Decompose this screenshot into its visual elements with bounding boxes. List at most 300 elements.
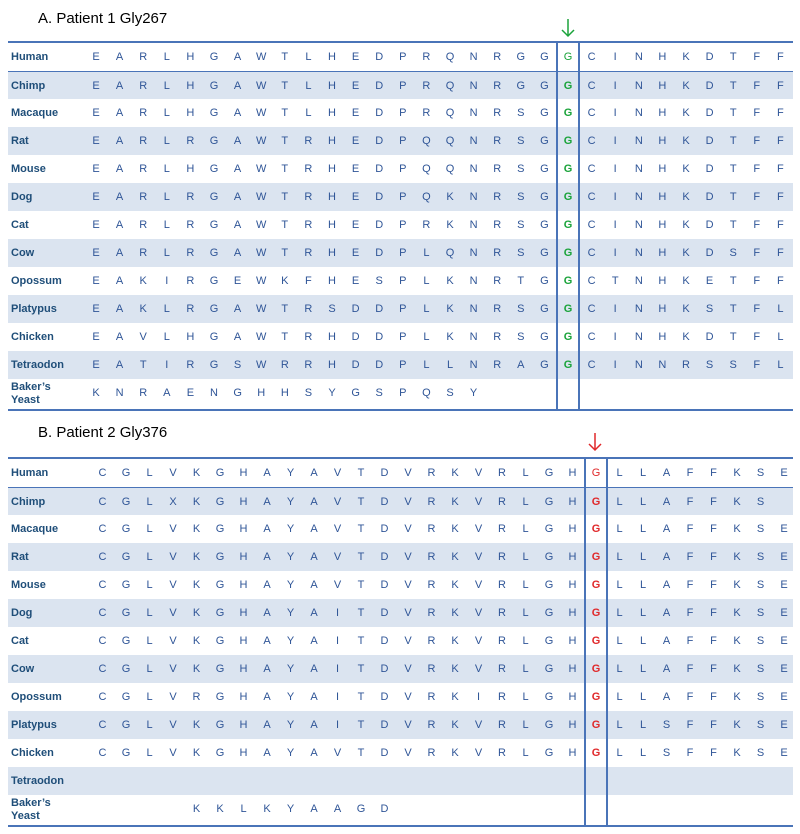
residue-cell: F bbox=[710, 496, 717, 508]
residue-cell: I bbox=[613, 359, 617, 371]
residue-cell: V bbox=[169, 747, 177, 759]
residue-cell: R bbox=[498, 579, 506, 591]
residue-cell: A bbox=[263, 467, 271, 479]
residue-cell: D bbox=[380, 579, 389, 591]
residue-cell: I bbox=[476, 691, 481, 703]
residue-cell: D bbox=[351, 359, 360, 371]
residue-cell: H bbox=[658, 303, 667, 315]
table-row bbox=[8, 351, 793, 379]
residue-cell: L bbox=[777, 359, 784, 371]
residue-cell: K bbox=[733, 663, 741, 675]
residue-cell: G bbox=[563, 275, 573, 287]
residue-cell: R bbox=[280, 359, 289, 371]
residue-cell: R bbox=[498, 719, 506, 731]
residue-cell: G bbox=[121, 607, 131, 619]
residue-cell: G bbox=[591, 523, 601, 535]
residue-cell: R bbox=[682, 359, 690, 371]
residue-cell: C bbox=[587, 163, 596, 175]
residue-cell: G bbox=[209, 51, 219, 63]
residue-cell: G bbox=[215, 691, 225, 703]
residue-cell: D bbox=[380, 663, 389, 675]
residue-cell: L bbox=[639, 467, 647, 479]
residue-cell: R bbox=[186, 359, 195, 371]
residue-cell: E bbox=[351, 163, 360, 175]
residue-cell: H bbox=[568, 691, 577, 703]
residue-cell: A bbox=[115, 51, 124, 63]
residue-cell: G bbox=[544, 579, 554, 591]
residue-cell: R bbox=[422, 219, 431, 231]
residue-cell: N bbox=[469, 219, 478, 231]
residue-cell: L bbox=[522, 719, 529, 731]
residue-cell: K bbox=[192, 747, 201, 759]
residue-cell: T bbox=[281, 163, 289, 175]
residue-cell: D bbox=[380, 551, 389, 563]
residue-cell: N bbox=[469, 191, 478, 203]
residue-cell: H bbox=[239, 635, 248, 647]
residue-cell: P bbox=[399, 163, 407, 175]
residue-cell: L bbox=[146, 551, 153, 563]
residue-cell: N bbox=[634, 219, 643, 231]
residue-cell: D bbox=[380, 523, 389, 535]
residue-cell: S bbox=[662, 747, 671, 759]
residue-cell: E bbox=[92, 107, 100, 119]
residue-cell: L bbox=[305, 51, 312, 63]
residue-cell: F bbox=[753, 135, 761, 147]
residue-cell: N bbox=[634, 163, 643, 175]
residue-cell: Q bbox=[422, 387, 431, 399]
residue-cell: N bbox=[634, 135, 643, 147]
residue-cell: V bbox=[169, 551, 177, 563]
residue-cell: G bbox=[209, 331, 219, 343]
residue-cell: L bbox=[522, 579, 529, 591]
residue-cell: K bbox=[733, 719, 741, 731]
residue-cell: I bbox=[613, 51, 617, 63]
residue-cell: R bbox=[139, 163, 148, 175]
species-label: Macaque bbox=[11, 107, 59, 119]
residue-cell: A bbox=[310, 691, 318, 703]
residue-cell: G bbox=[121, 635, 131, 647]
residue-cell: G bbox=[540, 163, 549, 175]
residue-cell: T bbox=[729, 163, 737, 175]
residue-cell: V bbox=[169, 635, 177, 647]
residue-cell: R bbox=[139, 51, 148, 63]
residue-cell: G bbox=[544, 635, 554, 647]
residue-cell: A bbox=[662, 663, 671, 675]
residue-cell: H bbox=[328, 80, 336, 92]
table-row bbox=[8, 239, 793, 267]
residue-cell: L bbox=[639, 719, 647, 731]
panel-b-title: B. Patient 2 Gly376 bbox=[38, 424, 168, 441]
residue-cell: A bbox=[310, 467, 318, 479]
residue-cell: L bbox=[777, 303, 784, 315]
residue-cell: V bbox=[333, 523, 342, 535]
alignment-table-b bbox=[8, 457, 793, 827]
residue-cell: D bbox=[380, 467, 389, 479]
residue-cell: H bbox=[568, 635, 577, 647]
species-label: Human bbox=[11, 467, 49, 479]
residue-cell: A bbox=[263, 607, 271, 619]
residue-cell: R bbox=[304, 303, 313, 315]
residue-cell: D bbox=[705, 107, 714, 119]
species-label: Chicken bbox=[11, 747, 54, 759]
residue-cell: R bbox=[304, 247, 313, 259]
residue-cell: K bbox=[733, 747, 741, 759]
residue-cell: V bbox=[333, 496, 342, 508]
residue-cell: K bbox=[451, 467, 459, 479]
residue-cell: F bbox=[777, 219, 784, 231]
residue-cell: L bbox=[146, 607, 153, 619]
residue-cell: I bbox=[335, 719, 340, 731]
residue-cell: H bbox=[239, 607, 248, 619]
residue-cell: L bbox=[146, 663, 153, 675]
residue-cell: A bbox=[115, 135, 124, 147]
residue-cell: F bbox=[753, 163, 761, 175]
residue-cell: L bbox=[616, 496, 623, 508]
residue-cell: S bbox=[756, 663, 765, 675]
residue-cell: F bbox=[710, 747, 717, 759]
table-row bbox=[8, 627, 793, 655]
residue-cell: G bbox=[563, 135, 573, 147]
residue-cell: D bbox=[375, 303, 384, 315]
residue-cell: I bbox=[165, 359, 169, 371]
residue-cell: R bbox=[139, 80, 148, 92]
residue-cell: D bbox=[375, 191, 384, 203]
residue-cell: L bbox=[423, 303, 430, 315]
residue-cell: C bbox=[587, 107, 596, 119]
residue-cell: F bbox=[686, 747, 694, 759]
residue-cell: K bbox=[682, 303, 690, 315]
residue-cell: A bbox=[233, 135, 242, 147]
residue-cell: V bbox=[169, 691, 177, 703]
residue-cell: A bbox=[310, 496, 318, 508]
residue-cell: A bbox=[263, 523, 271, 535]
residue-cell: S bbox=[756, 747, 765, 759]
residue-cell: R bbox=[139, 247, 148, 259]
residue-cell: K bbox=[733, 523, 741, 535]
residue-cell: F bbox=[710, 691, 717, 703]
residue-cell: F bbox=[686, 579, 694, 591]
table-row bbox=[8, 295, 793, 323]
residue-cell: G bbox=[215, 747, 225, 759]
residue-cell: K bbox=[682, 191, 690, 203]
residue-cell: L bbox=[639, 579, 647, 591]
residue-cell: E bbox=[780, 607, 788, 619]
residue-cell: X bbox=[169, 496, 177, 508]
species-label: Chimp bbox=[11, 80, 46, 92]
residue-cell: H bbox=[186, 107, 195, 119]
residue-cell: F bbox=[710, 635, 717, 647]
residue-cell: K bbox=[451, 663, 459, 675]
highlight-column bbox=[584, 459, 608, 825]
residue-cell: H bbox=[658, 331, 667, 343]
residue-cell: E bbox=[92, 303, 100, 315]
residue-cell: H bbox=[328, 107, 336, 119]
residue-cell: G bbox=[356, 803, 366, 815]
residue-cell: V bbox=[139, 331, 147, 343]
residue-cell: A bbox=[263, 691, 271, 703]
residue-cell: R bbox=[493, 359, 502, 371]
residue-cell: G bbox=[215, 663, 225, 675]
residue-cell: R bbox=[304, 219, 313, 231]
residue-cell: E bbox=[780, 635, 788, 647]
residue-cell: V bbox=[474, 719, 483, 731]
table-row bbox=[8, 739, 793, 767]
residue-cell: A bbox=[233, 303, 242, 315]
residue-cell: G bbox=[591, 496, 601, 508]
residue-cell: G bbox=[544, 496, 554, 508]
residue-cell: E bbox=[92, 80, 100, 92]
residue-cell: F bbox=[753, 80, 761, 92]
residue-cell: R bbox=[498, 551, 506, 563]
residue-cell: V bbox=[474, 496, 483, 508]
residue-cell: R bbox=[422, 80, 431, 92]
residue-cell: S bbox=[517, 191, 525, 203]
residue-cell: G bbox=[215, 467, 225, 479]
residue-cell: R bbox=[498, 523, 506, 535]
residue-cell: G bbox=[540, 359, 549, 371]
residue-cell: R bbox=[186, 303, 195, 315]
table-row bbox=[8, 155, 793, 183]
residue-cell: L bbox=[616, 467, 623, 479]
residue-cell: K bbox=[682, 51, 690, 63]
residue-cell: R bbox=[427, 607, 436, 619]
residue-cell: T bbox=[729, 303, 737, 315]
residue-cell: C bbox=[587, 331, 596, 343]
residue-cell: A bbox=[263, 747, 271, 759]
residue-cell: F bbox=[777, 80, 784, 92]
residue-cell: L bbox=[423, 247, 430, 259]
residue-cell: L bbox=[522, 607, 529, 619]
residue-cell: R bbox=[498, 747, 506, 759]
residue-cell: P bbox=[399, 331, 407, 343]
residue-cell: W bbox=[255, 135, 267, 147]
residue-cell: L bbox=[163, 191, 170, 203]
residue-cell: H bbox=[568, 496, 577, 508]
residue-cell: V bbox=[169, 523, 177, 535]
residue-cell: L bbox=[616, 719, 623, 731]
residue-cell: K bbox=[192, 496, 201, 508]
residue-cell: F bbox=[777, 107, 784, 119]
species-label: Platypus bbox=[11, 719, 57, 731]
residue-cell: V bbox=[169, 579, 177, 591]
residue-cell: G bbox=[563, 331, 573, 343]
residue-cell: T bbox=[281, 191, 289, 203]
residue-cell: G bbox=[215, 719, 225, 731]
residue-cell: P bbox=[399, 303, 407, 315]
residue-cell: K bbox=[192, 551, 201, 563]
residue-cell: G bbox=[351, 387, 360, 399]
residue-cell: S bbox=[233, 359, 242, 371]
residue-cell: E bbox=[351, 191, 360, 203]
residue-cell: A bbox=[115, 107, 124, 119]
residue-cell: Y bbox=[286, 663, 295, 675]
residue-cell: Q bbox=[445, 51, 455, 63]
residue-cell: W bbox=[255, 51, 267, 63]
residue-cell: R bbox=[493, 247, 502, 259]
residue-cell: Q bbox=[422, 135, 431, 147]
residue-cell: G bbox=[121, 579, 131, 591]
residue-cell: F bbox=[686, 635, 694, 647]
residue-cell: A bbox=[233, 51, 242, 63]
residue-cell: H bbox=[568, 523, 577, 535]
residue-cell: E bbox=[351, 219, 360, 231]
residue-cell: R bbox=[493, 163, 502, 175]
residue-cell: K bbox=[733, 467, 741, 479]
residue-cell: F bbox=[686, 607, 694, 619]
residue-cell: R bbox=[427, 663, 436, 675]
residue-cell: T bbox=[357, 579, 365, 591]
residue-cell: C bbox=[587, 303, 596, 315]
residue-cell: L bbox=[163, 135, 170, 147]
residue-cell: A bbox=[333, 803, 342, 815]
residue-cell: N bbox=[469, 135, 478, 147]
residue-cell: S bbox=[517, 135, 525, 147]
residue-cell: F bbox=[753, 247, 761, 259]
residue-cell: L bbox=[423, 331, 430, 343]
residue-cell: R bbox=[498, 691, 506, 703]
residue-cell: T bbox=[517, 275, 525, 287]
residue-cell: R bbox=[498, 663, 506, 675]
residue-cell: A bbox=[310, 747, 318, 759]
residue-cell: F bbox=[686, 551, 694, 563]
residue-cell: G bbox=[563, 247, 573, 259]
residue-cell: D bbox=[705, 80, 714, 92]
residue-cell: G bbox=[540, 331, 549, 343]
residue-cell: V bbox=[474, 551, 483, 563]
residue-cell: L bbox=[163, 303, 170, 315]
residue-cell: L bbox=[305, 80, 312, 92]
residue-cell: R bbox=[139, 191, 148, 203]
residue-cell: V bbox=[474, 523, 483, 535]
residue-cell: E bbox=[351, 107, 360, 119]
residue-cell: Y bbox=[286, 496, 295, 508]
residue-cell: H bbox=[239, 496, 248, 508]
residue-cell: A bbox=[115, 191, 124, 203]
residue-cell: A bbox=[263, 635, 271, 647]
residue-cell: E bbox=[351, 275, 360, 287]
residue-cell: E bbox=[351, 80, 360, 92]
residue-cell: S bbox=[375, 275, 383, 287]
residue-cell: R bbox=[427, 551, 436, 563]
residue-cell: V bbox=[333, 747, 342, 759]
residue-cell: L bbox=[639, 551, 647, 563]
residue-cell: W bbox=[255, 163, 267, 175]
residue-cell: R bbox=[493, 107, 502, 119]
residue-cell: E bbox=[780, 579, 788, 591]
residue-cell: S bbox=[517, 247, 525, 259]
residue-cell: E bbox=[780, 719, 788, 731]
residue-cell: K bbox=[192, 803, 201, 815]
residue-cell: D bbox=[375, 247, 384, 259]
residue-cell: F bbox=[753, 359, 761, 371]
residue-cell: V bbox=[404, 719, 412, 731]
residue-cell: H bbox=[186, 51, 195, 63]
residue-cell: V bbox=[169, 663, 177, 675]
residue-cell: F bbox=[753, 51, 761, 63]
residue-cell: I bbox=[613, 331, 617, 343]
species-label: Rat bbox=[11, 135, 29, 147]
residue-cell: L bbox=[163, 163, 170, 175]
residue-cell: P bbox=[399, 80, 407, 92]
residue-cell: G bbox=[209, 275, 219, 287]
residue-cell: T bbox=[357, 663, 365, 675]
residue-cell: G bbox=[215, 579, 225, 591]
residue-cell: S bbox=[756, 607, 765, 619]
residue-cell: S bbox=[756, 523, 765, 535]
residue-cell: I bbox=[335, 691, 340, 703]
residue-cell: E bbox=[233, 275, 242, 287]
residue-cell: G bbox=[121, 691, 131, 703]
residue-cell: E bbox=[780, 663, 788, 675]
species-label: Cow bbox=[11, 247, 35, 259]
residue-cell: S bbox=[328, 303, 336, 315]
residue-cell: T bbox=[729, 331, 737, 343]
residue-cell: H bbox=[658, 107, 667, 119]
residue-cell: T bbox=[357, 719, 365, 731]
residue-cell: I bbox=[335, 635, 340, 647]
residue-cell: P bbox=[399, 191, 407, 203]
residue-cell: H bbox=[568, 551, 577, 563]
residue-cell: R bbox=[139, 219, 148, 231]
residue-cell: L bbox=[522, 523, 529, 535]
species-label: Opossum bbox=[11, 691, 62, 703]
residue-cell: K bbox=[682, 107, 690, 119]
residue-cell: W bbox=[255, 247, 267, 259]
residue-cell: G bbox=[209, 359, 219, 371]
residue-cell: K bbox=[682, 135, 690, 147]
residue-cell: N bbox=[469, 107, 478, 119]
residue-cell: D bbox=[380, 803, 389, 815]
residue-cell: W bbox=[255, 303, 267, 315]
residue-cell: E bbox=[186, 387, 195, 399]
table-row bbox=[8, 211, 793, 239]
residue-cell: L bbox=[639, 635, 647, 647]
species-label: Chimp bbox=[11, 496, 46, 508]
residue-cell: F bbox=[710, 551, 717, 563]
residue-cell: T bbox=[139, 359, 147, 371]
residue-cell: Q bbox=[445, 247, 455, 259]
residue-cell: Q bbox=[445, 135, 455, 147]
residue-cell: H bbox=[328, 331, 336, 343]
residue-cell: F bbox=[753, 331, 761, 343]
residue-cell: S bbox=[446, 387, 454, 399]
residue-cell: K bbox=[451, 691, 459, 703]
residue-cell: K bbox=[682, 219, 690, 231]
residue-cell: G bbox=[544, 663, 554, 675]
species-label: Cat bbox=[11, 219, 29, 231]
residue-cell: C bbox=[587, 359, 596, 371]
residue-cell: G bbox=[121, 496, 131, 508]
residue-cell: F bbox=[710, 467, 717, 479]
residue-cell: E bbox=[780, 691, 788, 703]
residue-cell: R bbox=[427, 747, 436, 759]
residue-cell: V bbox=[474, 607, 483, 619]
residue-cell: N bbox=[115, 387, 124, 399]
residue-cell: H bbox=[328, 163, 336, 175]
residue-cell: G bbox=[563, 51, 573, 63]
residue-cell: R bbox=[304, 163, 313, 175]
table-row bbox=[8, 655, 793, 683]
residue-cell: F bbox=[686, 467, 694, 479]
residue-cell: Q bbox=[445, 163, 455, 175]
table-row bbox=[8, 43, 793, 71]
residue-cell: S bbox=[756, 551, 765, 563]
species-label: Baker’s Yeast bbox=[11, 381, 51, 406]
residue-cell: E bbox=[351, 135, 360, 147]
residue-cell: A bbox=[115, 163, 124, 175]
residue-cell: G bbox=[591, 719, 601, 731]
residue-cell: R bbox=[186, 191, 195, 203]
